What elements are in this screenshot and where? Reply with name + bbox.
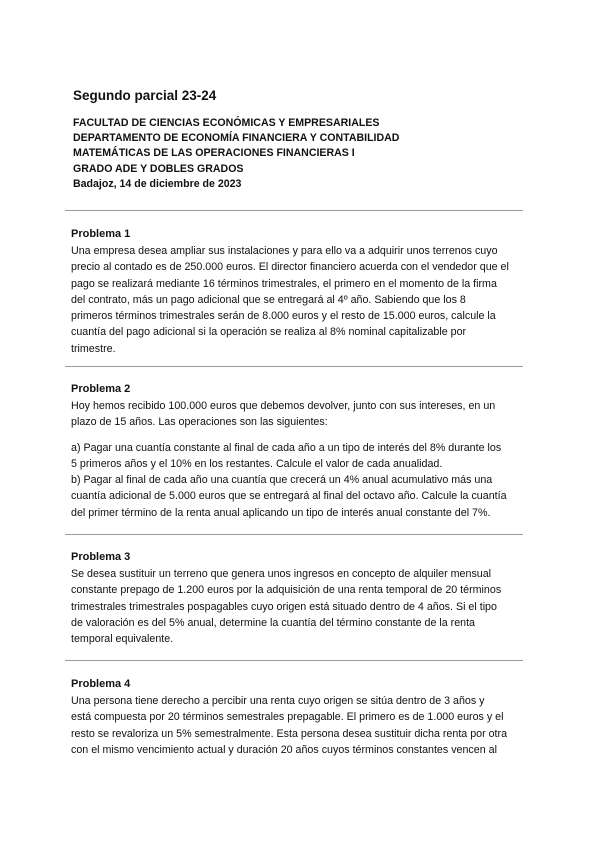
problem-text-line: cuantía adicional de 5.000 euros que se entregará al final del octavo año. Calcule la cuantía <box>71 490 507 503</box>
problem-text-line: Una persona tiene derecho a percibir una renta cuyo origen se sitúa dentro de 3 años y <box>71 695 485 707</box>
problem-text-line: con el mismo vencimiento actual y duración 20 años cuyos términos constantes vencen al <box>71 743 497 756</box>
problem-text-line: trimestre. <box>71 342 116 355</box>
section-divider <box>65 210 523 211</box>
problem-text-line: constante prepago de 1.200 euros por la adquisición de una renta temporal de 20 términos <box>71 584 502 597</box>
problem-text-line: b) Pagar al final de cada año una cuantía que crecerá un 4% anual acumulativo más una <box>71 474 493 487</box>
problem-text-line: del primer término de la renta anual aplicando un tipo de interés anual constante del 7%. <box>71 506 491 519</box>
problem-text-line: pago se realizará mediante 16 términos trimestrales, el primero en el momento de la firma <box>71 277 497 290</box>
problem-text-line: plazo de 15 años. Las operaciones son las siguientes: <box>71 416 328 429</box>
problem-2 <box>71 382 521 521</box>
problem-text-line: cuantía del pago adicional si la operación se realiza al 8% nominal capitalizable por <box>71 326 467 339</box>
document-title: Segundo parcial 23-24 <box>73 88 217 103</box>
problem-3 <box>71 550 521 647</box>
header-line: FACULTAD DE CIENCIAS ECONÓMICAS Y EMPRESARIALES <box>73 117 380 129</box>
header-line: MATEMÁTICAS DE LAS OPERACIONES FINANCIERAS I <box>73 147 355 160</box>
problem-text-line: Hoy hemos recibido 100.000 euros que debemos devolver, junto con sus intereses, en un <box>71 400 496 412</box>
problem-text-line: Se desea sustituir un terreno que genera unos ingresos en concepto de alquiler mensual <box>71 568 492 580</box>
problem-text-line: trimestrales trimestrales pospagables cuyo origen está situado dentro de 4 años. Si el tipo <box>71 600 497 613</box>
problem-text-line: primeros términos trimestrales serán de 8.000 euros y el resto de 15.000 euros, calcule la <box>71 310 496 323</box>
header-line: GRADO ADE Y DOBLES GRADOS <box>73 162 244 175</box>
problem-text-line: 5 primeros años y el 10% en los restantes. Calcule el valor de cada anualidad. <box>71 457 443 470</box>
problem-heading: Problema 1 <box>71 228 131 240</box>
faculty-header <box>73 116 399 192</box>
problem-text-line: a) Pagar una cuantía constante al final de cada año a un tipo de interés del 8% durante los <box>71 441 502 454</box>
section-divider <box>65 660 523 661</box>
problem-text-line: del contrato, más un pago adicional que se entregará al 4º año. Sabiendo que los 8 <box>71 293 466 306</box>
problem-text-line: resto se revaloriza un 5% semestralmente. Esta persona desea sustituir dicha renta por otra <box>71 727 508 740</box>
problem-text-line: temporal equivalente. <box>71 633 174 646</box>
problem-heading: Problema 4 <box>71 678 131 690</box>
problem-heading: Problema 3 <box>71 551 131 563</box>
header-line: Badajoz, 14 de diciembre de 2023 <box>73 177 242 190</box>
problem-text-line: Una empresa desea ampliar sus instalaciones y para ello va a adquirir unos terrenos cuyo <box>71 245 498 257</box>
problem-4 <box>71 677 521 758</box>
problem-text-line: de valoración es del 5% anual, determine la cuantía del término constante de la renta <box>71 616 476 629</box>
problem-text-line: está compuesta por 20 términos semestrales prepagable. El primero es de 1.000 euros y el <box>71 711 504 724</box>
header-line: DEPARTAMENTO DE ECONOMÍA FINANCIERA Y CONTABILIDAD <box>73 132 400 145</box>
problem-heading: Problema 2 <box>71 383 131 395</box>
problem-text-line: precio al contado es de 250.000 euros. El director financiero acuerda con el vendedor que el <box>71 261 509 274</box>
section-divider <box>65 534 523 535</box>
problem-1 <box>71 227 521 357</box>
section-divider <box>65 366 523 367</box>
